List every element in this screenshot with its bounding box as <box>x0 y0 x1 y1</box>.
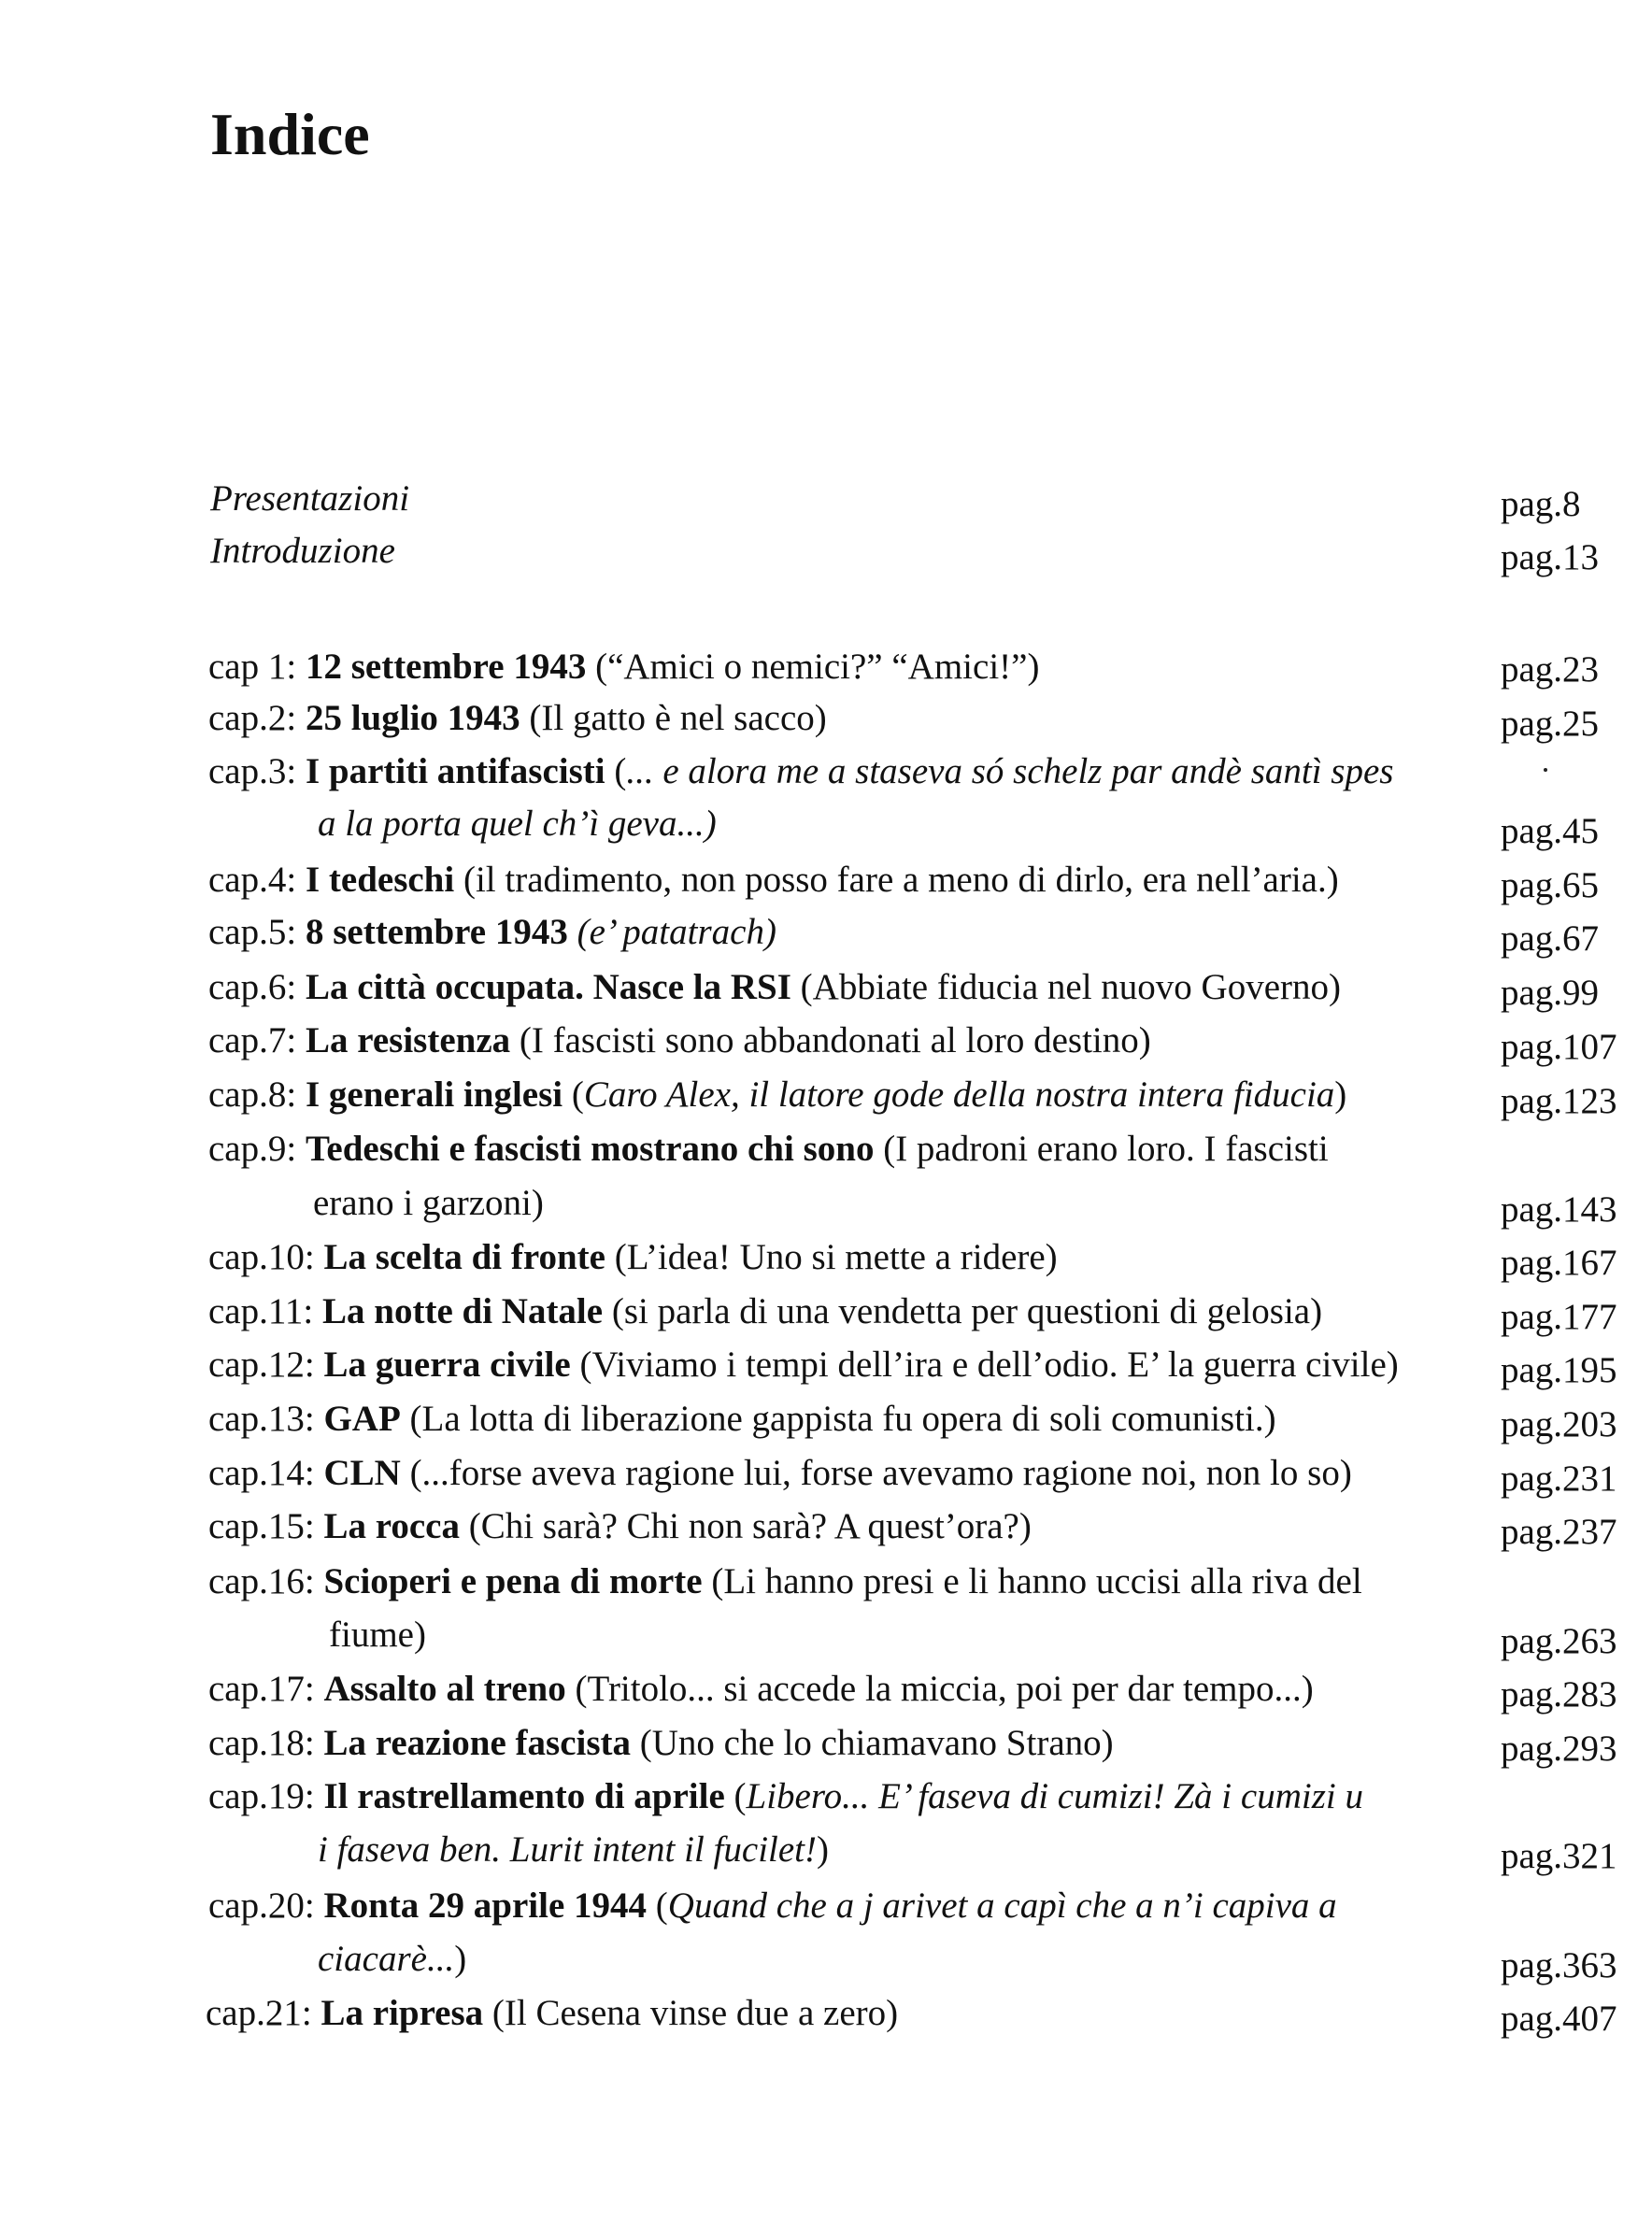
chapter-subtitle-open: ( <box>571 1074 584 1115</box>
page-number: pag.25 <box>1501 704 1600 744</box>
chapter-subtitle: (si parla di una vendetta per questioni di gelosia) <box>611 1291 1323 1331</box>
toc-entry-introduzione: Introduzione <box>210 531 395 571</box>
toc-entry-chapter-1 <box>208 648 1039 685</box>
page-title: Indice <box>210 101 370 167</box>
chapter-title: Il rastrellamento di aprile <box>323 1776 725 1816</box>
page-number: pag.8 <box>1501 484 1581 524</box>
chapter-number: cap.21: <box>206 1993 312 2033</box>
chapter-subtitle: (il tradimento, non posso fare a meno di dirlo, era nell’aria.) <box>463 860 1339 900</box>
toc-entry-chapter-7 <box>208 1022 1151 1059</box>
page-number: pag.203 <box>1501 1404 1617 1444</box>
chapter-subtitle-close: ) <box>1334 1074 1347 1115</box>
page-number: pag.263 <box>1501 1621 1617 1661</box>
chapter-number: cap.10: <box>208 1237 315 1277</box>
page-number: pag.45 <box>1501 811 1600 851</box>
chapter-subtitle: (La lotta di liberazione gappista fu opera di soli comunisti.) <box>409 1399 1276 1439</box>
chapter-number: cap.15: <box>208 1506 315 1546</box>
toc-entry-chapter-11 <box>208 1293 1322 1330</box>
chapter-subtitle: (“Amici o nemici?” “Amici!”) <box>595 647 1040 687</box>
chapter-subtitle: ... e alora me a staseva só schelz par andè santì spes <box>626 751 1394 791</box>
page-number: pag.107 <box>1501 1027 1617 1067</box>
toc-entry-chapter-18 <box>208 1725 1114 1761</box>
chapter-number: cap.2: <box>208 698 297 738</box>
toc-entry-chapter-15 <box>208 1508 1032 1544</box>
chapter-title: I partiti antifascisti <box>305 751 605 791</box>
chapter-title: La reazione fascista <box>323 1723 632 1763</box>
page-number: pag.13 <box>1501 537 1600 577</box>
chapter-number: cap.7: <box>208 1020 297 1060</box>
chapter-subtitle: (Tritolo... si accede la miccia, poi per dar tempo...) <box>575 1669 1314 1709</box>
page-number: pag.237 <box>1501 1512 1617 1552</box>
chapter-title: Scioperi e pena di morte <box>323 1561 703 1601</box>
chapter-subtitle-open: ( <box>655 1885 668 1926</box>
chapter-title: CLN <box>323 1453 401 1493</box>
chapter-number: cap.6: <box>208 967 297 1007</box>
chapter-subtitle-continued <box>318 1831 829 1868</box>
chapter-number: cap.20: <box>208 1885 315 1926</box>
chapter-title: La notte di Natale <box>322 1291 604 1331</box>
page-number: pag.293 <box>1501 1729 1617 1769</box>
chapter-number: cap.3: <box>208 751 297 791</box>
chapter-subtitle-continued: a la porta quel ch’ì geva...) <box>318 804 717 844</box>
chapter-number: cap.4: <box>208 860 297 900</box>
chapter-title: La ripresa <box>320 1993 484 2033</box>
chapter-number: cap.9: <box>208 1129 297 1169</box>
chapter-number: cap.13: <box>208 1399 315 1439</box>
chapter-subtitle: (Il gatto è nel sacco) <box>529 698 827 738</box>
chapter-number: cap.14: <box>208 1453 315 1493</box>
chapter-title: 25 luglio 1943 <box>305 698 520 738</box>
toc-entry-chapter-8 <box>208 1076 1346 1113</box>
chapter-title: I tedeschi <box>305 860 455 900</box>
toc-entry-chapter-19 <box>208 1778 1363 1814</box>
chapter-title: Ronta 29 aprile 1944 <box>323 1885 648 1926</box>
chapter-title: Tedeschi e fascisti mostrano chi sono <box>305 1129 875 1169</box>
chapter-subtitle: (Il Cesena vinse due a zero) <box>491 1993 899 2033</box>
chapter-subtitle-open: ( <box>614 751 627 791</box>
chapter-subtitle: (Li hanno presi e li hanno uccisi alla riva del <box>711 1561 1362 1601</box>
chapter-subtitle: (Viviamo i tempi dell’ira e dell’odio. E’ la guerra civile) <box>579 1345 1399 1385</box>
chapter-number: cap.18: <box>208 1723 315 1763</box>
toc-entry-chapter-5 <box>208 914 776 950</box>
toc-entry-chapter-13 <box>208 1401 1276 1437</box>
chapter-title: La rocca <box>323 1506 460 1546</box>
toc-entry-chapter-12 <box>208 1346 1399 1383</box>
chapter-subtitle-continued: fiume) <box>329 1615 426 1655</box>
chapter-subtitle-continued <box>318 1941 466 1977</box>
chapter-subtitle: (...forse aveva ragione lui, forse avevamo ragione noi, non lo so) <box>409 1453 1352 1493</box>
chapter-number: cap.16: <box>208 1561 315 1601</box>
chapter-subtitle: (e’ patatrach) <box>577 912 776 952</box>
chapter-subtitle: Libero... E’ faseva di cumizi! Zà i cumizi u <box>746 1776 1363 1816</box>
chapter-title: La resistenza <box>305 1020 511 1060</box>
chapter-number: cap.12: <box>208 1345 315 1385</box>
chapter-number: cap 1: <box>208 647 297 687</box>
chapter-title: GAP <box>323 1399 401 1439</box>
page-number: pag.321 <box>1501 1836 1617 1876</box>
chapter-subtitle: (Chi sarà? Chi non sarà? A quest’ora?) <box>468 1506 1032 1546</box>
page-number: pag.23 <box>1501 649 1600 690</box>
page-number: pag.67 <box>1501 918 1600 959</box>
chapter-number: cap.17: <box>208 1669 315 1709</box>
chapter-subtitle-close: ) <box>817 1829 830 1870</box>
chapter-title: 12 settembre 1943 <box>305 647 587 687</box>
toc-entry-chapter-10 <box>208 1239 1058 1275</box>
chapter-number: cap.8: <box>208 1074 297 1115</box>
chapter-number: cap.11: <box>208 1291 314 1331</box>
toc-entry-chapter-4 <box>208 861 1339 898</box>
toc-entry-chapter-20 <box>208 1887 1337 1924</box>
toc-entry-chapter-21 <box>206 1995 898 2031</box>
chapter-subtitle: (L’idea! Uno si mette a ridere) <box>614 1237 1058 1277</box>
page-number: pag.283 <box>1501 1674 1617 1715</box>
chapter-subtitle: (I fascisti sono abbandonati al loro destino) <box>519 1020 1151 1060</box>
chapter-number: cap.5: <box>208 912 297 952</box>
print-mark <box>1544 768 1547 772</box>
toc-entry-chapter-17 <box>208 1671 1314 1707</box>
page-number: pag.143 <box>1501 1189 1617 1230</box>
chapter-subtitle-continued-text: i faseva ben. Lurit intent il fucilet! <box>318 1829 818 1870</box>
chapter-subtitle: (Abbiate fiducia nel nuovo Governo) <box>800 967 1341 1007</box>
toc-entry-chapter-9 <box>208 1131 1329 1167</box>
toc-entry-presentazioni: Presentazioni <box>210 478 410 519</box>
page-number: pag.167 <box>1501 1243 1617 1283</box>
chapter-subtitle-close: ) <box>454 1939 467 1979</box>
toc-entry-chapter-2 <box>208 700 827 736</box>
chapter-title: La scelta di fronte <box>323 1237 605 1277</box>
toc-entry-chapter-14 <box>208 1455 1352 1491</box>
chapter-number: cap.19: <box>208 1776 315 1816</box>
page-number: pag.407 <box>1501 1999 1617 2039</box>
chapter-subtitle: Quand che a j arivet a capì che a n’i capiva a <box>667 1885 1337 1926</box>
chapter-subtitle: (I padroni erano loro. I fascisti <box>883 1129 1329 1169</box>
page-number: pag.177 <box>1501 1297 1617 1337</box>
chapter-title: 8 settembre 1943 <box>305 912 568 952</box>
chapter-subtitle-continued: erano i garzoni) <box>313 1183 544 1223</box>
chapter-subtitle: (Uno che lo chiamavano Strano) <box>639 1723 1114 1763</box>
page-number: pag.65 <box>1501 865 1600 905</box>
page-number: pag.195 <box>1501 1350 1617 1390</box>
toc-entry-chapter-6 <box>208 969 1341 1005</box>
page-number: pag.363 <box>1501 1945 1617 1985</box>
chapter-title: La guerra civile <box>323 1345 571 1385</box>
chapter-title: I generali inglesi <box>305 1074 563 1115</box>
toc-entry-chapter-3 <box>208 753 1393 790</box>
page-number: pag.99 <box>1501 973 1600 1013</box>
page-number: pag.231 <box>1501 1459 1617 1499</box>
chapter-title: Assalto al treno <box>323 1669 566 1709</box>
toc-entry-chapter-16 <box>208 1563 1362 1600</box>
chapter-subtitle: Caro Alex, il latore gode della nostra intera fiducia <box>583 1074 1335 1115</box>
page-number: pag.123 <box>1501 1081 1617 1121</box>
chapter-title: La città occupata. Nasce la RSI <box>305 967 791 1007</box>
chapter-subtitle-open: ( <box>733 1776 747 1816</box>
chapter-subtitle-continued-text: ciacarè... <box>318 1939 455 1979</box>
